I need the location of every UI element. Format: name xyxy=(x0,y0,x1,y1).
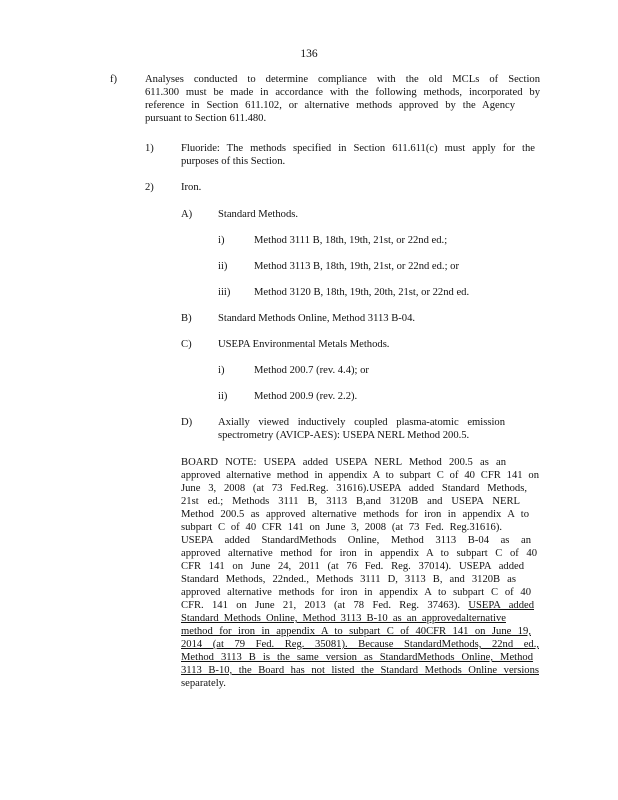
item-1-paragraph xyxy=(181,142,535,168)
item-c-i-text: Method 200.7 (rev. 4.4); or xyxy=(254,365,369,376)
section-f-line: pursuant to Section 611.480. xyxy=(145,113,267,124)
item-a-iii-text: Method 3120 B, 18th, 19th, 20th, 21st, or 22nd ed. xyxy=(254,287,470,298)
item-a-i-marker: i) xyxy=(218,235,225,246)
item-2-text: Iron. xyxy=(181,182,202,193)
item-1-line: purposes of this Section. xyxy=(181,156,286,167)
board-note-line: BOARD NOTE: USEPA added USEPA NERL Method 200.5 as an xyxy=(181,457,506,468)
item-c-ii-marker: ii) xyxy=(218,391,228,402)
item-c-text: USEPA Environmental Metals Methods. xyxy=(218,339,390,350)
section-f-line: reference in Section 611.102, or alternative methods approved by the Agency xyxy=(145,100,515,111)
section-f-paragraph xyxy=(145,73,540,125)
item-b-marker: B) xyxy=(181,313,192,324)
section-f-marker: f) xyxy=(110,74,118,85)
item-b-text: Standard Methods Online, Method 3113 B-04. xyxy=(218,313,416,324)
item-d-paragraph xyxy=(218,416,505,442)
board-note-underlined: USEPA added xyxy=(468,600,535,611)
item-a-ii-marker: ii) xyxy=(218,261,228,272)
item-a-text: Standard Methods. xyxy=(218,209,299,220)
section-f-line: Analyses conducted to determine compliance with the old MCLs of Section xyxy=(145,74,540,85)
item-1-marker: 1) xyxy=(145,143,154,154)
item-d-line: Axially viewed inductively coupled plasma-atomic emission xyxy=(218,417,505,428)
board-note-underlined-line: method for iron in appendix A to subpart C of 40CFR 141 on June 19, xyxy=(181,626,531,637)
item-c-i-marker: i) xyxy=(218,365,225,376)
board-note-line: USEPA added StandardMethods Online, Method 3113 B-04 as an xyxy=(181,535,531,546)
section-f-line: 611.300 must be made in accordance with the following methods, incorporated by xyxy=(145,87,540,98)
board-note-line: Method 200.5 as approved alternative methods for iron in appendix A to xyxy=(181,509,529,520)
board-note-line: June 3, 2008 (at 73 Fed.Reg. 31616).USEPA added Standard Methods, xyxy=(181,483,527,494)
board-note-line: 21st ed.; Methods 3111 B, 3113 B,and 3120B and USEPA NERL xyxy=(181,496,520,507)
board-note-line: subpart C of 40 CFR 141 on June 3, 2008 (at 73 Fed. Reg.31616). xyxy=(181,522,502,533)
board-note-line: Standard Methods, 22nded., Methods 3111 D, 3113 B, and 3120B as xyxy=(181,574,516,585)
item-a-ii-text: Method 3113 B, 18th, 19th, 21st, or 22nd ed.; or xyxy=(254,261,460,272)
board-note-line: approved alternative method in appendix A to subpart C of 40 CFR 141 on xyxy=(181,470,539,481)
item-c-marker: C) xyxy=(181,339,192,350)
item-c-ii-text: Method 200.9 (rev. 2.2). xyxy=(254,391,358,402)
item-a-iii-marker: iii) xyxy=(218,287,231,298)
item-d-marker: D) xyxy=(181,417,193,428)
item-d-line: spectrometry (AVICP-AES): USEPA NERL Method 200.5. xyxy=(218,430,470,441)
item-a-marker: A) xyxy=(181,209,193,220)
item-1-line: Fluoride: The methods specified in Section 611.611(c) must apply for the xyxy=(181,143,535,154)
item-2-marker: 2) xyxy=(145,182,154,193)
board-note-line xyxy=(181,599,534,612)
board-note-underlined-line: Standard Methods Online, Method 3113 B-10 as an approvedalternative xyxy=(181,613,506,624)
board-note-text: CFR. 141 on June 21, 2013 (at 78 Fed. Reg. 37463). xyxy=(181,600,461,611)
board-note-line: approved alternative methods for iron in appendix A to subpart C of 40 xyxy=(181,587,531,598)
board-note-line: approved alternative method for iron in appendix A to subpart C of 40 xyxy=(181,548,537,559)
board-note-line: separately. xyxy=(181,678,226,689)
item-a-i-text: Method 3111 B, 18th, 19th, 21st, or 22nd ed.; xyxy=(254,235,448,246)
board-note-underlined-line: 3113 B-10, the Board has not listed the Standard Methods Online versions xyxy=(181,665,539,676)
board-note xyxy=(181,456,539,690)
board-note-underlined-line: Method 3113 B is the same version as StandardMethods Online, Method xyxy=(181,652,533,663)
board-note-underlined-line: 2014 (at 79 Fed. Reg. 35081). Because StandardMethods, 22nd ed., xyxy=(181,639,539,650)
page-number: 136 xyxy=(300,48,318,60)
board-note-line: CFR 141 on June 24, 2011 (at 76 Fed. Reg. 37014). USEPA added xyxy=(181,561,524,572)
